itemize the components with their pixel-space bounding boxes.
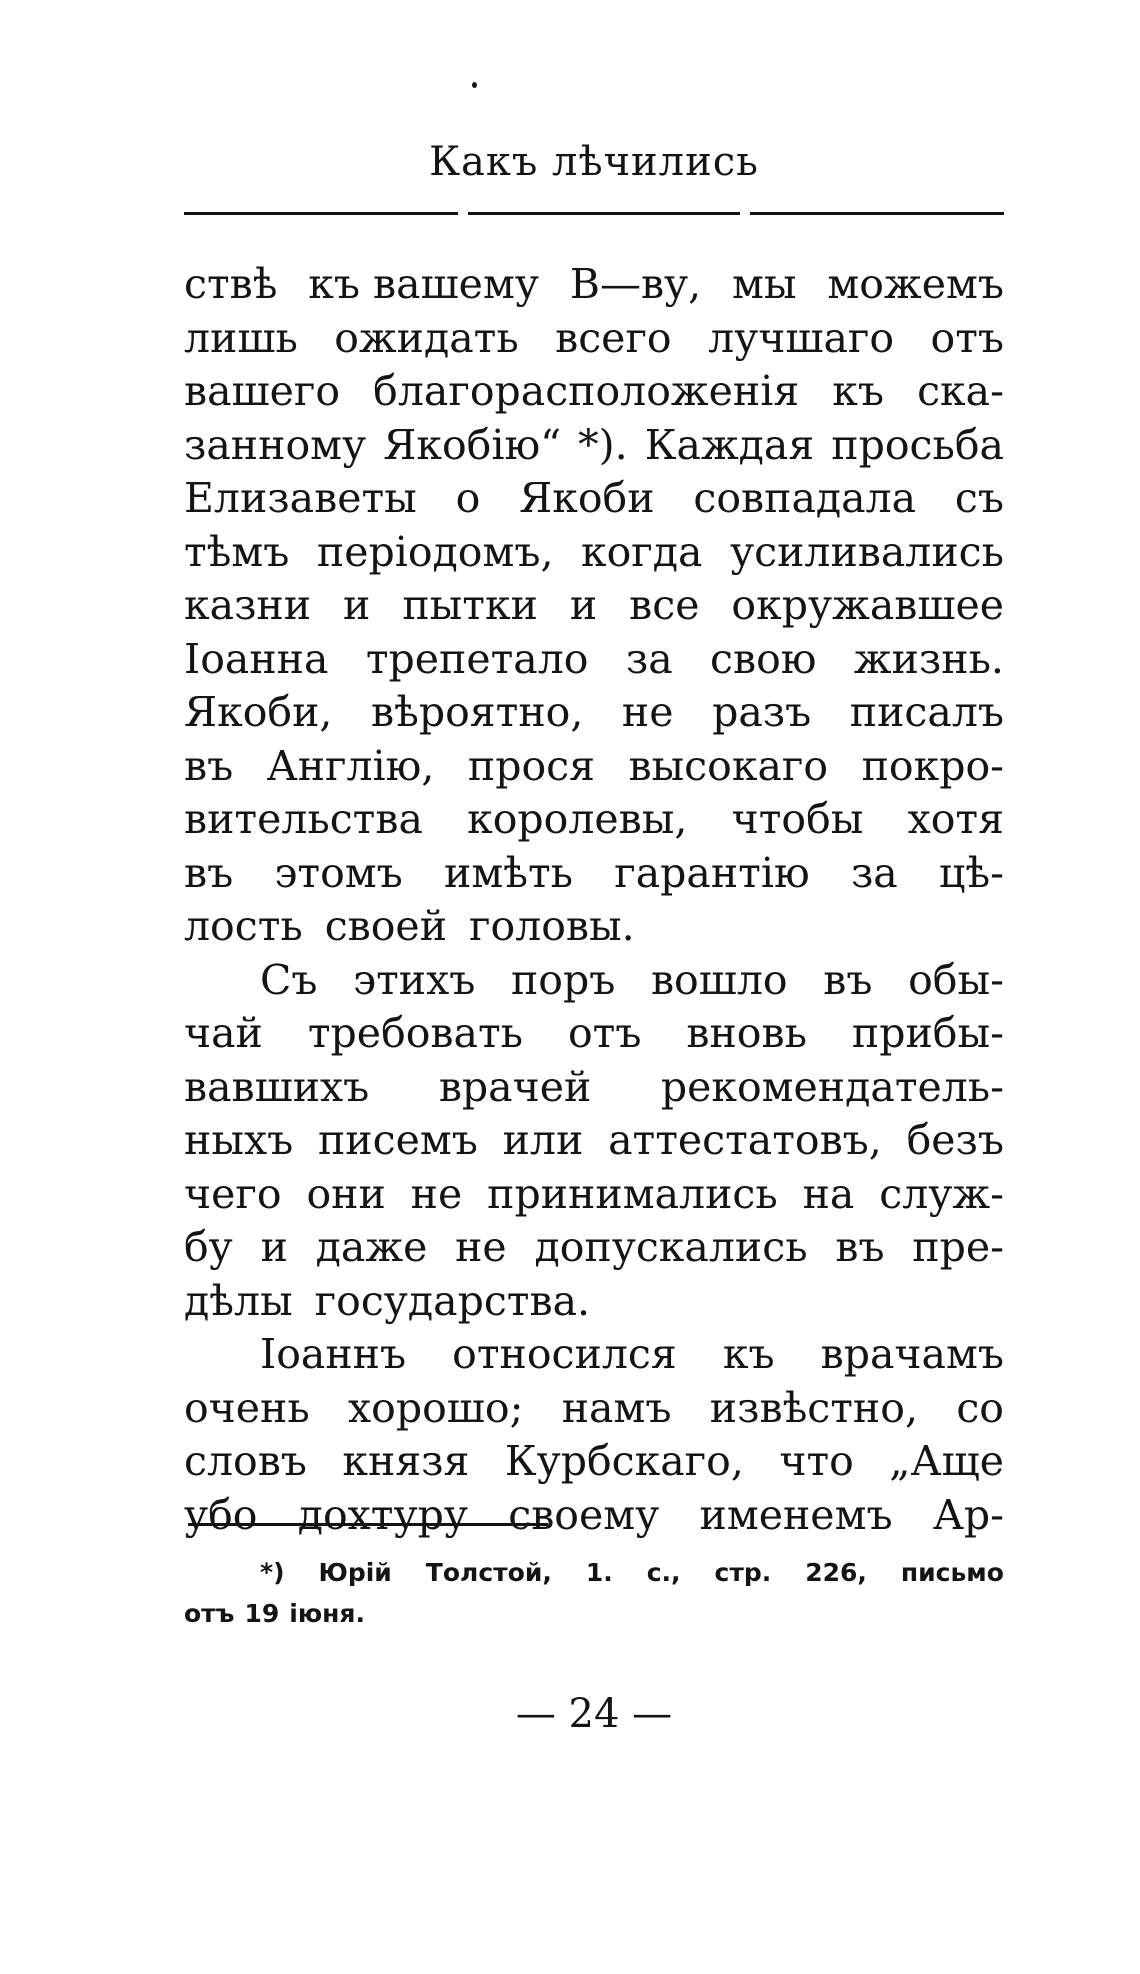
text-line: [184, 365, 1004, 419]
text-line: [184, 579, 1004, 633]
header-rule: [184, 212, 1004, 215]
word: трепетало: [365, 634, 589, 683]
word: занному: [184, 420, 367, 469]
word: Якоби: [519, 474, 655, 522]
word: періодомъ,: [316, 527, 554, 576]
word: извѣстно,: [709, 1383, 918, 1432]
text-line: [184, 472, 1004, 526]
word: Іоаннъ: [260, 1330, 407, 1378]
text-line: [184, 1382, 1004, 1436]
word: поръ: [510, 955, 616, 1004]
word: обы-: [908, 955, 1004, 1004]
word: письмо: [900, 1558, 1004, 1587]
word: за: [625, 634, 673, 683]
word: Ар-: [932, 1490, 1004, 1539]
word: головы.: [469, 902, 635, 950]
word: с.,: [646, 1558, 681, 1587]
word: чего: [184, 1169, 282, 1218]
word: своему: [508, 1490, 660, 1539]
word: вавшихъ: [184, 1062, 370, 1111]
word: дѣлы: [184, 1276, 293, 1325]
text-line: [184, 1328, 1004, 1382]
word: въ: [835, 1223, 885, 1271]
text-line: [184, 1435, 1004, 1489]
word: Англію,: [266, 741, 435, 790]
running-head: Какъ лѣчились: [429, 139, 759, 185]
word: лучшаго: [708, 313, 895, 362]
word: всего: [555, 313, 672, 362]
word: этихъ: [353, 955, 476, 1004]
word: прибы-: [851, 1009, 1004, 1057]
word: Елизаветы: [184, 474, 417, 522]
word: бу: [184, 1223, 233, 1271]
word: къ: [722, 1330, 775, 1378]
word: Толстой,: [425, 1558, 552, 1587]
word: отъ: [567, 1009, 642, 1057]
word: относился: [452, 1330, 677, 1378]
word: вашего: [184, 367, 341, 415]
word: Якоби,: [184, 688, 333, 736]
word: что: [779, 1437, 854, 1485]
word: и: [569, 581, 598, 629]
word: мы: [732, 260, 797, 308]
word: казни: [184, 581, 312, 629]
footnote: [184, 1552, 1004, 1634]
word: требовать: [307, 1009, 523, 1057]
word: *).: [578, 420, 628, 469]
word: 19: [244, 1599, 280, 1628]
word: словъ: [184, 1437, 307, 1485]
word: просьба: [831, 420, 1004, 469]
word: цѣ-: [939, 848, 1004, 897]
text-line: [184, 1221, 1004, 1275]
word: чтобы: [731, 795, 864, 843]
word: гарантію: [614, 848, 810, 897]
ink-speck: [472, 82, 477, 88]
word: пре-: [912, 1223, 1004, 1271]
word: *): [260, 1558, 285, 1587]
word: разъ: [712, 688, 812, 736]
word: государства.: [314, 1276, 591, 1325]
text-line: [184, 1007, 1004, 1061]
word: отъ: [930, 313, 1004, 362]
word: Якобію“: [383, 420, 562, 469]
footnote-rule: [188, 1523, 548, 1526]
word: покро-: [861, 741, 1004, 790]
text-line: [184, 686, 1004, 740]
word: намъ: [561, 1383, 672, 1432]
text-line: [184, 793, 1004, 847]
word: вительства: [184, 795, 423, 843]
word: благорасположенія: [373, 367, 800, 415]
text-line: [184, 900, 1004, 954]
word: и: [260, 1223, 288, 1271]
word: Іоанна: [184, 634, 329, 683]
word: Курбскаго,: [504, 1437, 744, 1485]
word: врачамъ: [820, 1330, 1004, 1378]
word: ствѣ: [184, 260, 278, 308]
word: князя: [342, 1437, 470, 1485]
word: пытки: [402, 581, 538, 629]
footnote-line: [184, 1593, 1004, 1634]
text-line: [184, 526, 1004, 580]
word: высокаго: [628, 741, 829, 790]
word: ожидать: [334, 313, 519, 362]
word: убо: [184, 1490, 258, 1539]
word: Съ: [260, 955, 318, 1004]
word: допускались: [534, 1223, 808, 1271]
word: рекомендатель-: [660, 1062, 1004, 1111]
word: ныхъ: [184, 1116, 294, 1164]
word: аттестатовъ,: [608, 1116, 882, 1164]
word: стр.: [714, 1558, 772, 1587]
word: на: [802, 1169, 855, 1218]
word: не: [455, 1223, 507, 1271]
word: Каждая: [644, 420, 815, 469]
text-line: [184, 633, 1004, 687]
word: хорошо;: [348, 1383, 524, 1432]
rule-gap: [740, 212, 750, 215]
word: тѣмъ: [184, 527, 290, 576]
word: не: [410, 1169, 463, 1218]
word: „Аще: [889, 1437, 1004, 1485]
text-line: [184, 954, 1004, 1008]
word: не: [621, 688, 674, 736]
word: окружавшее: [731, 581, 1004, 629]
text-line: [184, 312, 1004, 366]
word: жизнь.: [853, 634, 1004, 683]
word: вошло: [650, 955, 788, 1004]
word: за: [850, 848, 898, 897]
footnote-line: [184, 1552, 1004, 1593]
word: іюня.: [289, 1599, 365, 1628]
word: въ: [184, 741, 234, 790]
word: лишь: [184, 313, 298, 362]
body-text: [184, 258, 1004, 1542]
word: своей: [324, 902, 448, 950]
word: служ-: [879, 1169, 1004, 1218]
text-line: [184, 1489, 1004, 1543]
word: отъ: [184, 1599, 235, 1628]
word: съ: [954, 474, 1004, 522]
word: прося: [467, 741, 595, 790]
word: свою: [710, 634, 817, 683]
word: хотя: [907, 795, 1004, 843]
word: ска-: [917, 367, 1004, 415]
rule-gap: [458, 212, 468, 215]
word: они: [306, 1169, 386, 1218]
word: о: [455, 474, 481, 522]
word: или: [502, 1116, 584, 1164]
word: дохтуру: [297, 1490, 468, 1539]
word: и: [343, 581, 371, 629]
word: чай: [184, 1009, 263, 1057]
word: писалъ: [849, 688, 1004, 736]
word: Юрій: [318, 1558, 392, 1587]
word: писемъ: [317, 1116, 478, 1164]
word: къ вашему: [308, 260, 539, 308]
word: со: [956, 1383, 1004, 1432]
word: именемъ: [699, 1490, 893, 1539]
word: въ: [184, 848, 234, 897]
text-line: [184, 1114, 1004, 1168]
word: имѣть: [444, 848, 573, 897]
word: королевы,: [467, 795, 688, 843]
word: даже: [315, 1223, 428, 1271]
text-line: [184, 419, 1004, 473]
word: лость: [184, 902, 303, 950]
word: къ: [832, 367, 884, 415]
page-number: — 24 —: [515, 1691, 673, 1737]
word: въ: [823, 955, 873, 1004]
word: можемъ: [827, 260, 1004, 308]
word: все: [629, 581, 700, 629]
word: В—ву,: [569, 260, 702, 308]
word: вновь: [686, 1009, 807, 1057]
word: очень: [184, 1383, 310, 1432]
text-line: [184, 1275, 1004, 1329]
text-line: [184, 1168, 1004, 1222]
word: когда: [581, 527, 703, 576]
text-line: [184, 847, 1004, 901]
word: безъ: [906, 1116, 1004, 1164]
text-line: [184, 1061, 1004, 1115]
word: совпадала: [693, 474, 917, 522]
word: усиливались: [730, 527, 1004, 576]
word: принимались: [487, 1169, 778, 1218]
word: 226,: [805, 1558, 867, 1587]
text-line: [184, 258, 1004, 312]
word: врачей: [438, 1062, 592, 1111]
text-line: [184, 740, 1004, 794]
word: 1.: [585, 1558, 613, 1587]
word: этомъ: [274, 848, 403, 897]
word: вѣроятно,: [371, 688, 584, 736]
